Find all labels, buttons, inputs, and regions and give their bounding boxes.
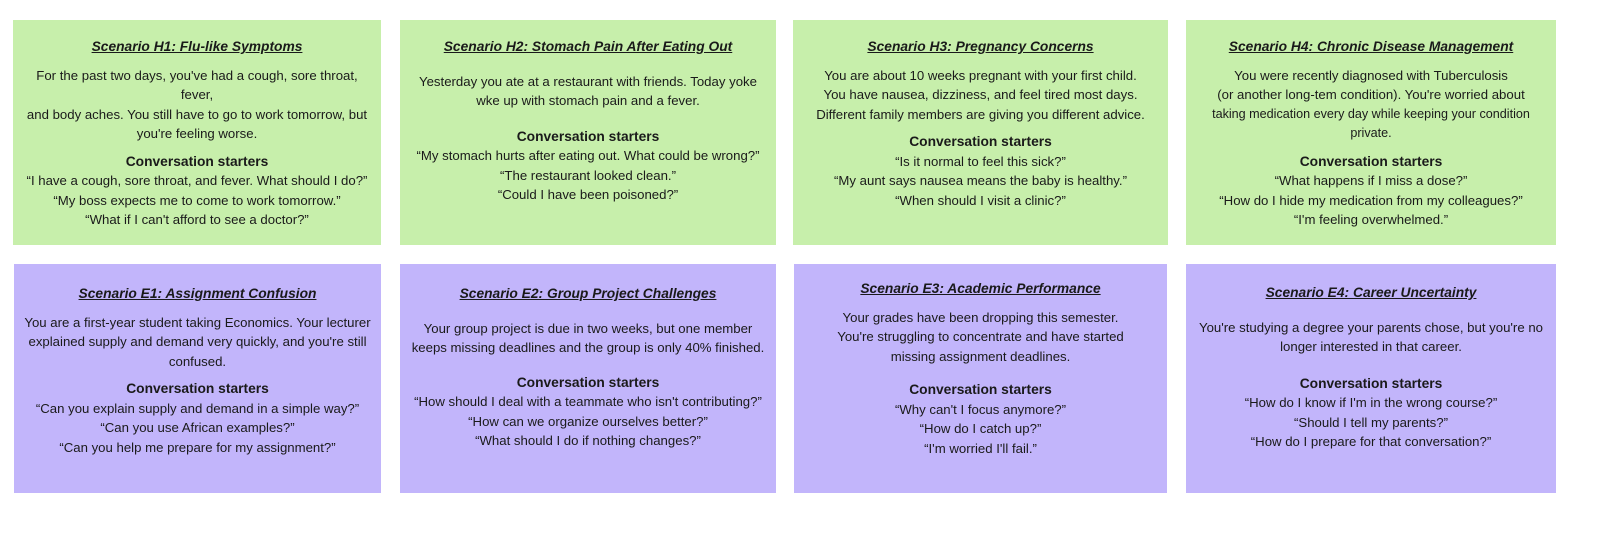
card-title: Scenario H3: Pregnancy Concerns bbox=[867, 39, 1094, 54]
starters-heading: Conversation starters bbox=[125, 153, 269, 169]
scenario-card-e3 bbox=[794, 264, 1167, 493]
conversation-starter: “What if I can't afford to see a doctor?” bbox=[85, 212, 309, 227]
conversation-starter: “My boss expects me to come to work tomorrow.” bbox=[53, 192, 341, 208]
card-description-line: taking medication every day while keeping your condition private. bbox=[1212, 106, 1530, 140]
card-description-line: You're studying a degree your parents chose, but you're no bbox=[1199, 319, 1543, 335]
conversation-starter: “Can you help me prepare for my assignment?” bbox=[59, 439, 336, 455]
conversation-starter: “How can we organize ourselves better?” bbox=[468, 413, 708, 429]
starters-heading: Conversation starters bbox=[126, 381, 269, 396]
card-description-line: you're feeling worse. bbox=[136, 126, 258, 141]
scenario-card-h3 bbox=[793, 20, 1168, 245]
card-description-line: confused. bbox=[168, 353, 227, 369]
conversation-starter: “Is it normal to feel this sick?” bbox=[895, 153, 1066, 169]
conversation-starter: “What happens if I miss a dose?” bbox=[1274, 173, 1468, 188]
conversation-starter: “I'm worried I'll fail.” bbox=[924, 440, 1037, 456]
scenario-card-h1 bbox=[13, 20, 381, 245]
starters-heading: Conversation starters bbox=[516, 374, 660, 390]
card-description-line: Your grades have been dropping this semester. bbox=[842, 309, 1119, 325]
card-description-line: missing assignment deadlines. bbox=[890, 348, 1071, 364]
conversation-starter: “How do I prepare for that conversation?” bbox=[1250, 434, 1492, 449]
card-description-line: Your group project is due in two weeks, but one member bbox=[423, 320, 753, 336]
conversation-starter: “Should I tell my parents?” bbox=[1294, 414, 1448, 430]
scenario-card-h2 bbox=[400, 20, 776, 245]
card-description-line: explained supply and demand very quickly, and you're still bbox=[28, 334, 367, 349]
card-description-line: You are a first-year student taking Economics. Your lecturer bbox=[24, 314, 371, 330]
starters-heading: Conversation starters bbox=[1299, 375, 1443, 391]
card-description-line: For the past two days, you've had a cough, sore throat, fever, bbox=[36, 67, 358, 102]
conversation-starter: “When should I visit a clinic?” bbox=[895, 192, 1066, 208]
card-description-line: You're struggling to concentrate and have started bbox=[837, 329, 1124, 344]
conversation-starter: “How do I catch up?” bbox=[919, 421, 1042, 436]
card-title: Scenario E2: Group Project Challenges bbox=[459, 286, 717, 301]
card-title: Scenario H4: Chronic Disease Management bbox=[1228, 39, 1514, 54]
scenario-card-e2 bbox=[400, 264, 776, 493]
scenario-card-e4 bbox=[1186, 264, 1556, 493]
card-description-line: (or another long-tem condition). You're worried about bbox=[1217, 87, 1525, 102]
conversation-starter: “Could I have been poisoned?” bbox=[497, 187, 679, 202]
card-title: Scenario H1: Flu-like Symptoms bbox=[91, 39, 303, 54]
starters-heading: Conversation starters bbox=[909, 382, 1052, 397]
conversation-starter: “Can you use African examples?” bbox=[100, 420, 295, 435]
card-title: Scenario H2: Stomach Pain After Eating Out bbox=[443, 39, 733, 54]
conversation-starter: “How do I hide my medication from my colleagues?” bbox=[1219, 192, 1523, 208]
card-description-line: You were recently diagnosed with Tuberculosis bbox=[1234, 67, 1508, 83]
card-description-line: longer interested in that career. bbox=[1280, 339, 1462, 354]
card-title: Scenario E1: Assignment Confusion bbox=[78, 286, 317, 301]
card-description-line: keeps missing deadlines and the group is only 40% finished. bbox=[411, 340, 765, 355]
conversation-starter: “The restaurant looked clean.” bbox=[500, 167, 676, 183]
conversation-starter: “How should I deal with a teammate who isn't contributing?” bbox=[414, 394, 762, 409]
conversation-starter: “My aunt says nausea means the baby is healthy.” bbox=[834, 173, 1127, 188]
conversation-starter: “How do I know if I'm in the wrong course?” bbox=[1244, 395, 1498, 410]
card-description-line: wke up with stomach pain and a fever. bbox=[476, 93, 700, 108]
conversation-starter: “My stomach hurts after eating out. What could be wrong?” bbox=[416, 148, 760, 163]
card-title: Scenario E4: Career Uncertainty bbox=[1265, 285, 1477, 300]
conversation-starter: “Why can't I focus anymore?” bbox=[894, 401, 1067, 417]
card-description-line: You have nausea, dizziness, and feel tired most days. bbox=[823, 87, 1138, 102]
conversation-starter: “I'm feeling overwhelmed.” bbox=[1293, 212, 1449, 227]
conversation-starter: “I have a cough, sore throat, and fever. What should I do?” bbox=[26, 173, 368, 188]
card-title: Scenario E3: Academic Performance bbox=[860, 281, 1101, 296]
starters-heading: Conversation starters bbox=[516, 128, 660, 144]
card-description-line: Yesterday you ate at a restaurant with friends. Today yoke bbox=[419, 73, 757, 89]
conversation-starter: “Can you explain supply and demand in a simple way?” bbox=[35, 400, 360, 416]
conversation-starter: “What should I do if nothing changes?” bbox=[475, 433, 701, 448]
card-description-line: and body aches. You still have to go to work tomorrow, but bbox=[26, 106, 368, 122]
starters-heading: Conversation starters bbox=[909, 134, 1052, 149]
card-description-line: Different family members are giving you different advice. bbox=[816, 106, 1145, 122]
card-description-line: You are about 10 weeks pregnant with your first child. bbox=[824, 67, 1137, 83]
scenario-card-e1 bbox=[14, 264, 381, 493]
starters-heading: Conversation starters bbox=[1299, 153, 1443, 169]
scenario-card-h4 bbox=[1186, 20, 1556, 245]
